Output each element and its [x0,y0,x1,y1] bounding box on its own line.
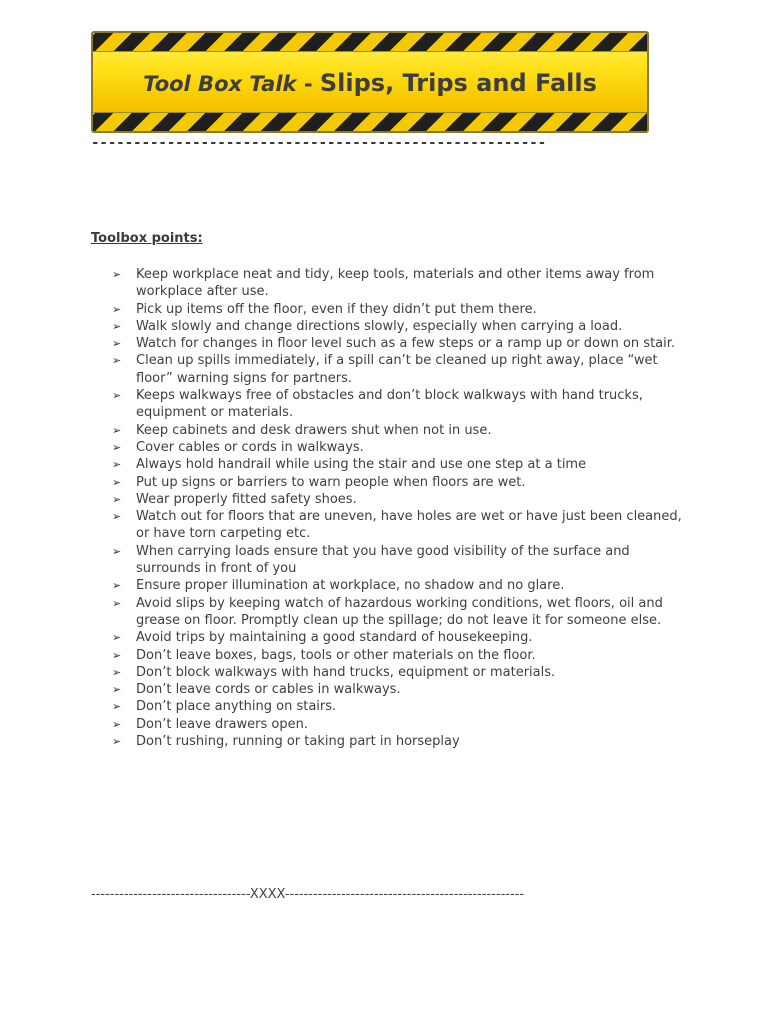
arrowhead-bullet-icon: ➢ [112,544,122,558]
banner-title-separator: - [296,72,320,96]
list-item-text: Clean up spills immediately, if a spill can’t be cleaned up right away, place “wet floor” warning signs for partners. [136,353,658,386]
list-item [112,664,682,681]
list-item [112,456,682,473]
list-item [112,629,682,646]
list-item-text: Don’t rushing, running or taking part in horseplay [136,734,460,750]
list-item-text: Always hold handrail while using the stair and use one step at a time [136,457,587,473]
toolbox-points-list [112,266,682,750]
list-item-text: When carrying loads ensure that you have good visibility of the surface and surrounds in front of you [136,543,630,577]
title-banner [91,31,649,133]
list-item-text: Don’t leave drawers open. [136,716,308,732]
list-item [112,716,682,733]
list-item [112,647,682,664]
arrowhead-bullet-icon: ➢ [112,683,122,697]
list-item-text: Don’t leave boxes, bags, tools or other materials on the floor. [136,647,536,663]
banner-title-part2: Slips, Trips and Falls [319,69,597,97]
list-item-text: Avoid slips by keeping watch of hazardous working conditions, wet floors, oil and grease on floor. Promptly clean up the spillage; do not leave it for someone else. [136,595,663,628]
arrowhead-bullet-icon: ➢ [112,354,122,368]
list-item-text: Keeps walkways free of obstacles and don’t block walkways with hand trucks, equipment or materials. [136,388,643,421]
list-item [112,266,682,301]
list-item-text: Put up signs or barriers to warn people when floors are wet. [136,474,526,490]
list-item [112,508,682,543]
list-item [112,681,682,698]
list-item-text: Avoid trips by maintaining a good standard of housekeeping. [136,630,533,646]
arrowhead-bullet-icon: ➢ [112,423,122,437]
arrowhead-bullet-icon: ➢ [112,717,122,731]
hazard-stripe-top [93,33,647,52]
list-item [112,422,682,439]
list-item-text: Keep cabinets and desk drawers shut when not in use. [136,422,492,438]
heavy-divider: ------------------------------------------------------ [91,138,547,148]
arrowhead-bullet-icon: ➢ [112,579,122,593]
list-item [112,595,682,630]
list-item [112,491,682,508]
hazard-stripe-bottom [93,112,647,131]
list-item-text: Walk slowly and change directions slowly, especially when carrying a load. [136,318,623,334]
list-item-text: Wear properly fitted safety shoes. [136,491,357,507]
list-item-text: Watch out for floors that are uneven, have holes are wet or have just been cleaned, or have torn carpeting etc. [136,509,682,542]
section-heading: Toolbox points: [91,231,203,246]
arrowhead-bullet-icon: ➢ [112,648,122,662]
arrowhead-bullet-icon: ➢ [112,458,122,472]
banner-title [93,69,647,97]
list-item-text: Don’t leave cords or cables in walkways. [136,682,401,698]
arrowhead-bullet-icon: ➢ [112,268,122,281]
list-item [112,733,682,750]
list-item [112,543,682,578]
list-item-text: Don’t block walkways with hand trucks, equipment or materials. [136,664,556,680]
arrowhead-bullet-icon: ➢ [112,302,122,316]
list-item-text: Pick up items off the floor, even if they didn’t put them there. [136,301,537,317]
arrowhead-bullet-icon: ➢ [112,665,122,679]
list-item [112,387,682,422]
arrowhead-bullet-icon: ➢ [112,389,122,403]
arrowhead-bullet-icon: ➢ [112,337,122,351]
arrowhead-bullet-icon: ➢ [112,440,122,454]
list-item [112,474,682,491]
list-item-text: Ensure proper illumination at workplace, no shadow and no glare. [136,578,565,594]
banner-title-part1: Tool Box Talk [143,72,297,96]
list-item [112,301,682,318]
arrowhead-bullet-icon: ➢ [112,631,122,645]
arrowhead-bullet-icon: ➢ [112,735,122,749]
footer-divider: ----------------------------------XXXX--------------------------------------------------- [91,887,525,902]
list-item [112,698,682,715]
list-item-text: Don’t place anything on stairs. [136,699,337,715]
arrowhead-bullet-icon: ➢ [112,475,122,489]
list-item [112,352,682,387]
list-item-text: Cover cables or cords in walkways. [136,439,364,455]
list-item-text: Watch for changes in floor level such as a few steps or a ramp up or down on stair. [136,336,676,352]
list-item-text: Keep workplace neat and tidy, keep tools, materials and other items away from workplace after use. [136,267,655,300]
arrowhead-bullet-icon: ➢ [112,510,122,524]
list-item [112,439,682,456]
list-item [112,577,682,594]
arrowhead-bullet-icon: ➢ [112,319,122,333]
arrowhead-bullet-icon: ➢ [112,596,122,610]
arrowhead-bullet-icon: ➢ [112,492,122,506]
list-item [112,318,682,335]
list-item [112,335,682,352]
arrowhead-bullet-icon: ➢ [112,700,122,714]
